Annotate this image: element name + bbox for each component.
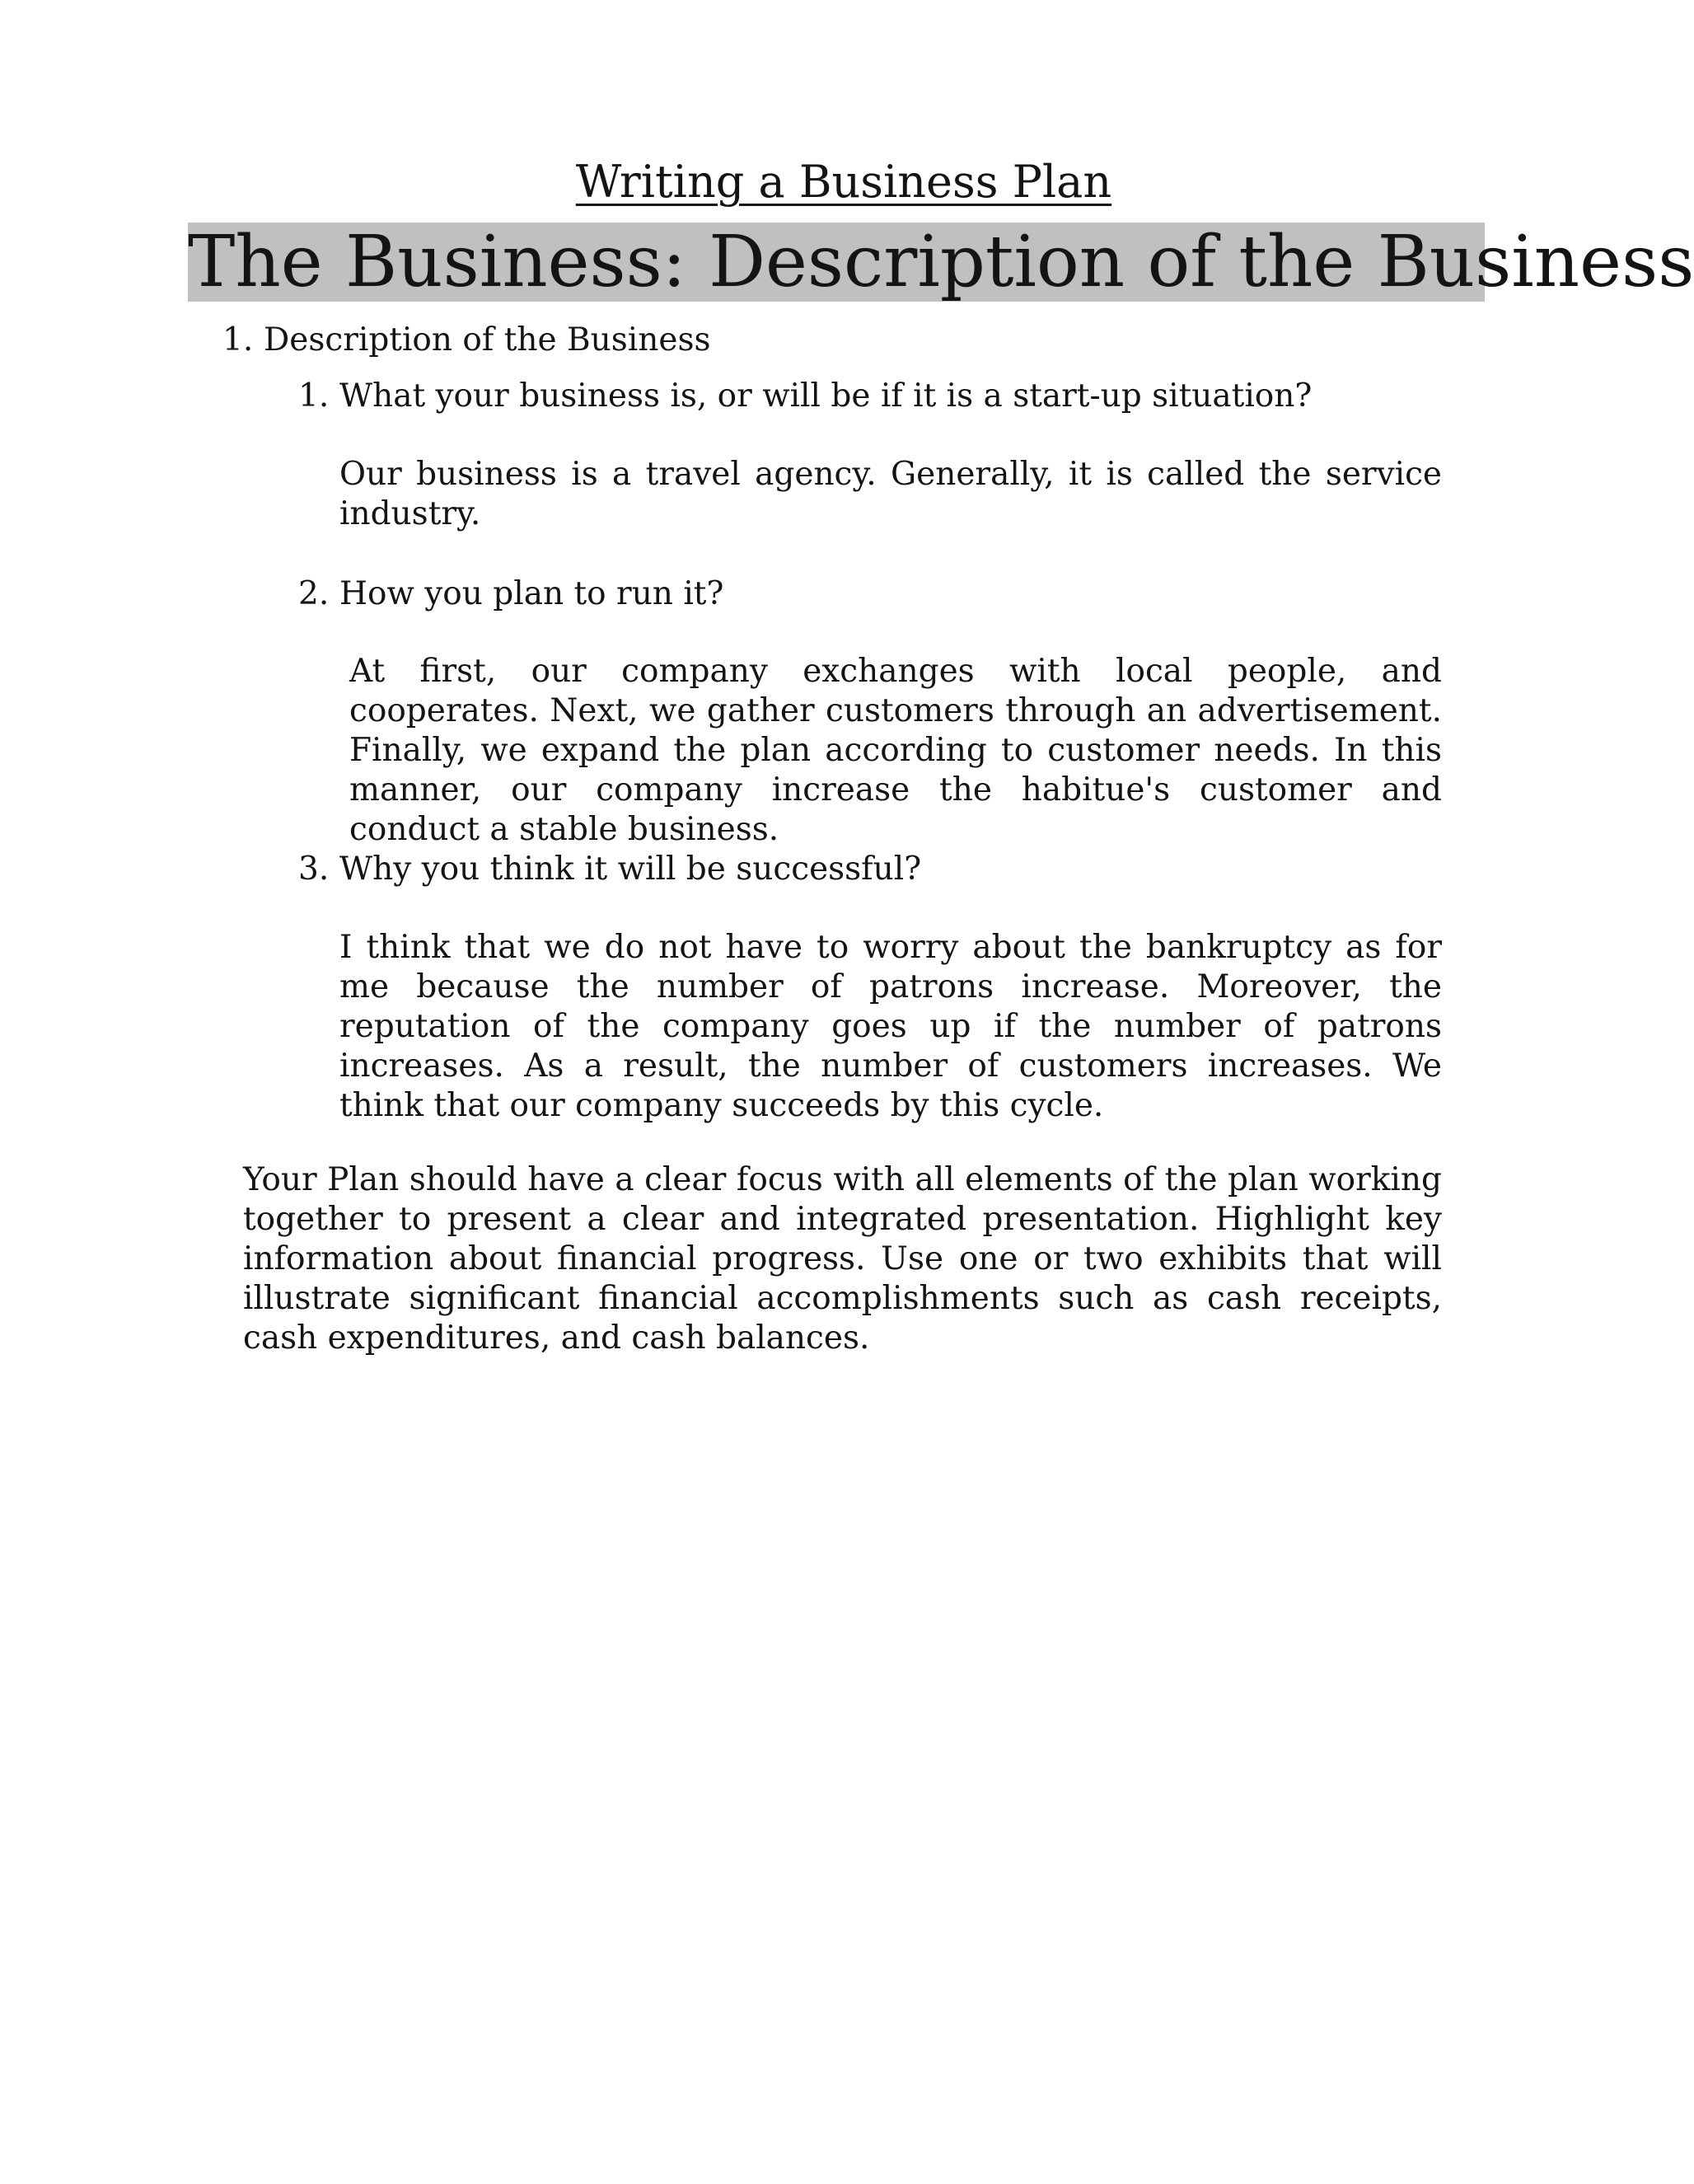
question-number: 2. [298, 575, 330, 612]
answer-2: At first, our company exchanges with local people, and cooperates. Next, we gather customers through an advertisement. Finally, we expand the plan according to customer needs. In this manner, our company increase the habitue's customer and conduct a stable business. [349, 653, 1442, 848]
outline-item-description [222, 317, 711, 363]
question-number: 3. [298, 851, 330, 888]
closing-paragraph: Your Plan should have a clear focus with all elements of the plan working together to present a clear and integrated presentation. Highlight key information about financial progress. Use one or two exhibits that will illustrate significant financial accomplishments such as cash receipts, cash expenditures, and cash balances. [243, 1161, 1442, 1357]
answer-3: I think that we do not have to worry about the bankruptcy as for me because the number of patrons increase. Moreover, the reputation of the company goes up if the number of patrons increases. As a result, the number of customers increases. We think that our company succeeds by this cycle. [339, 929, 1442, 1124]
question-text: Why you think it will be successful? [339, 851, 922, 888]
answer-1: Our business is a travel agency. Generally, it is called the service industry. [339, 456, 1442, 532]
question-3 [298, 846, 921, 893]
section-heading: The Business: Description of the Business [188, 221, 1694, 303]
outline-item-number: 1. [222, 321, 254, 359]
question-2 [298, 571, 723, 617]
question-1 [298, 373, 1312, 419]
question-number: 1. [298, 377, 330, 415]
question-text: What your business is, or will be if it is a start-up situation? [339, 377, 1313, 415]
outline-item-label: Description of the Business [264, 321, 711, 359]
document-title: Writing a Business Plan [575, 156, 1112, 208]
question-text: How you plan to run it? [339, 575, 724, 612]
